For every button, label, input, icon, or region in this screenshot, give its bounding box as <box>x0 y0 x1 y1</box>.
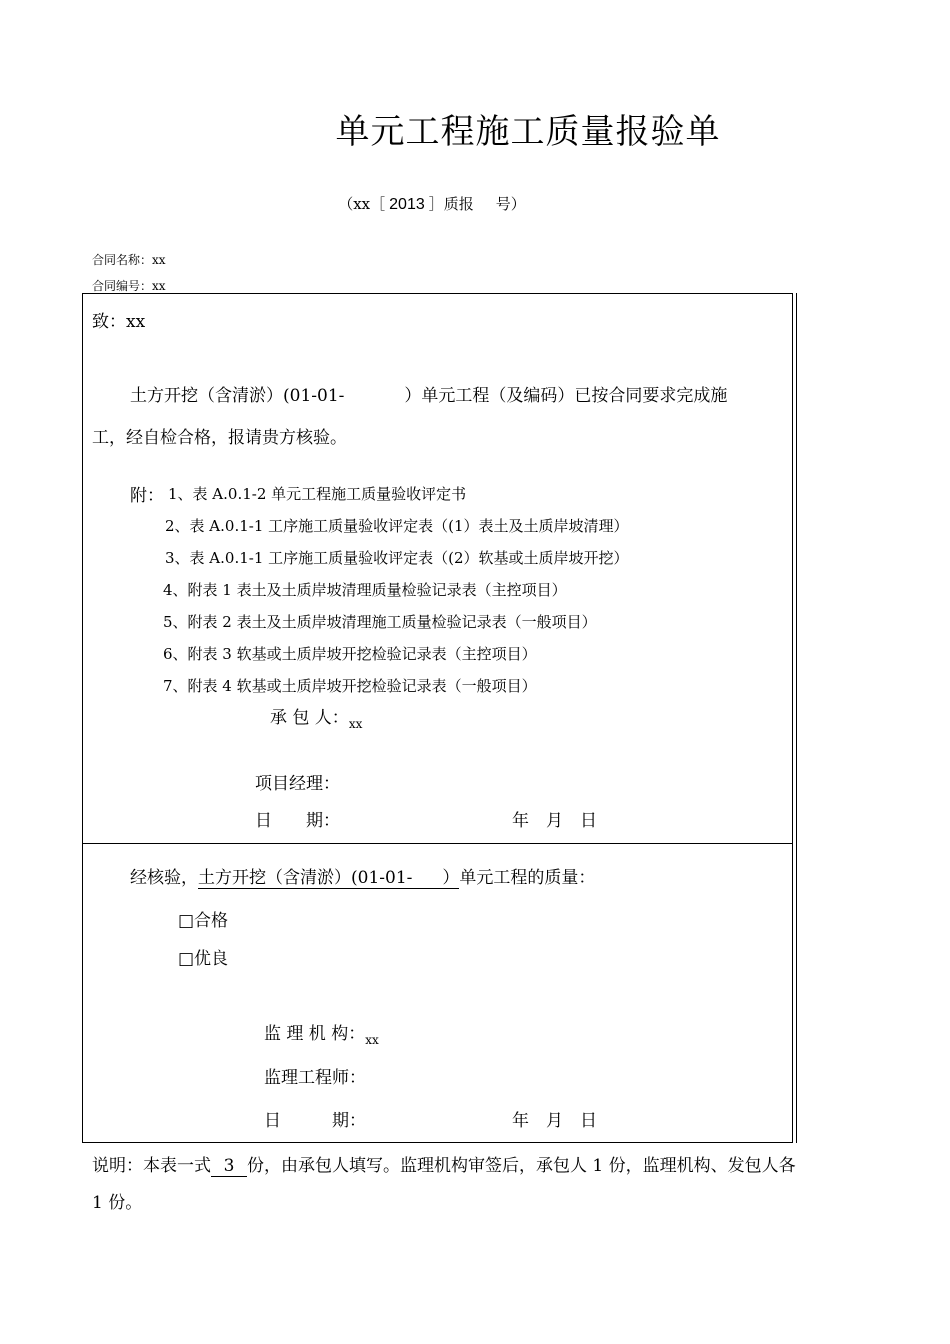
contract-number: 合同编号：xx <box>92 279 166 293</box>
section-divider <box>82 843 793 844</box>
supervisor-date-fields: 年 月 日 <box>512 1111 597 1131</box>
project-manager: 项目经理： <box>255 774 340 794</box>
attachment-item-5: 5、附表 2 表土及土质岸坡清理施工质量检验记录表（一般项目） <box>163 613 597 631</box>
attachment-item-3: 3、表 A.0.1-1 工序施工质量验收评定表（(2）软基或土质岸坡开挖） <box>165 549 629 567</box>
note-line-1 <box>92 1151 796 1177</box>
note-copies: 3 <box>211 1156 247 1177</box>
supervisor-value: xx <box>365 1033 379 1047</box>
body-line-1-a: 土方开挖（含清淤）(01-01- <box>130 386 345 406</box>
supervising-engineer: 监理工程师： <box>264 1068 366 1088</box>
page-title: 单元工程施工质量报验单 <box>335 112 721 152</box>
attachment-item-2: 2、表 A.0.1-1 工序施工质量验收评定表（(1）表土及土质岸坡清理） <box>165 517 629 535</box>
doc-number-mid: ］质报 <box>428 195 474 213</box>
body-line-2: 工，经自检合格，报请贵方核验。 <box>92 428 347 448</box>
document-number <box>0 193 864 214</box>
addressee: 致：xx <box>92 312 146 332</box>
verification-subject <box>198 868 459 889</box>
verification-prefix: 经核验， <box>130 868 198 888</box>
note-b: 份，由承包人填写。监理机构审签后，承包人 1 份，监理机构、发包人各 <box>247 1156 796 1176</box>
verification-line <box>130 863 595 888</box>
attachment-item-4: 4、附表 1 表土及土质岸坡清理质量检验记录表（主控项目） <box>163 581 567 599</box>
doc-number-prefix: （xx［ <box>338 195 386 213</box>
form-box-outer-line <box>796 293 797 1143</box>
supervisor-date-label: 日 期： <box>264 1111 366 1131</box>
body-line-1-b: ）单元工程（及编码）已按合同要求完成施 <box>404 386 728 406</box>
attachment-item-1: 1、表 A.0.1-2 单元工程施工质量验收评定书 <box>168 485 467 503</box>
verification-subject-b: ） <box>442 868 460 888</box>
attachment-item-7: 7、附表 4 软基或土质岸坡开挖检验记录表（一般项目） <box>163 677 537 695</box>
option-excellent-checkbox[interactable]: □优良 <box>178 949 229 969</box>
contractor-value: xx <box>348 717 363 731</box>
contractor-date-fields: 年 月 日 <box>512 811 597 831</box>
doc-number-year: 2013 <box>389 196 425 213</box>
doc-number-suffix: 号） <box>495 195 526 213</box>
attachments-label: 附： <box>130 486 164 506</box>
verification-suffix: 单元工程的质量： <box>459 868 596 888</box>
contractor-line <box>270 703 363 731</box>
note-line-2: 1 份。 <box>92 1193 143 1213</box>
body-line-1 <box>130 381 727 406</box>
contractor-label: 承 包 人： <box>270 708 349 728</box>
supervisor-label: 监 理 机 构： <box>264 1024 366 1044</box>
contract-name: 合同名称：xx <box>92 253 166 267</box>
contractor-date-label: 日 期： <box>255 811 340 831</box>
option-qualified-checkbox[interactable]: □合格 <box>178 911 229 931</box>
supervisor-line <box>264 1019 379 1047</box>
attachment-item-6: 6、附表 3 软基或土质岸坡开挖检验记录表（主控项目） <box>163 645 537 663</box>
form-box <box>82 293 793 1143</box>
note-a: 说明：本表一式 <box>92 1156 211 1176</box>
verification-subject-a: 土方开挖（含清淤）(01-01- <box>198 868 413 888</box>
